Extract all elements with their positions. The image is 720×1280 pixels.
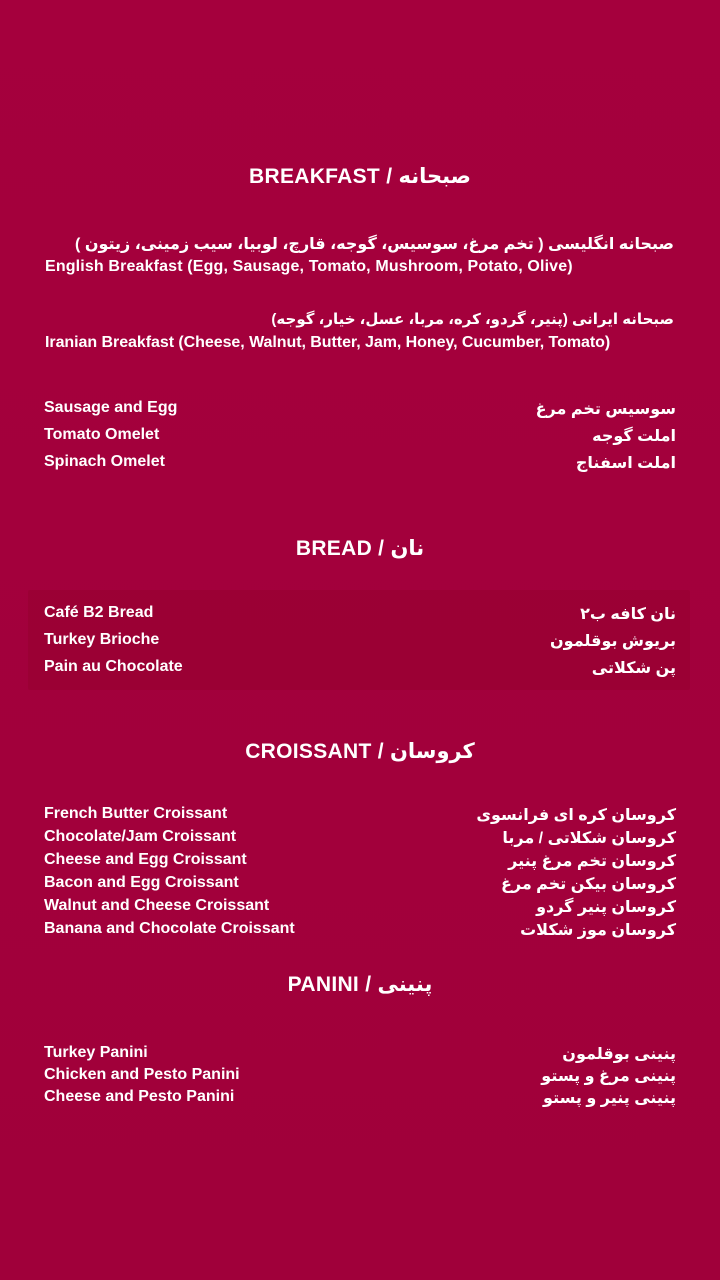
item-name-en: Banana and Chocolate Croissant [44,920,295,937]
menu-item [44,399,676,422]
breakfast-title: BREAKFAST / صبحانه [249,165,471,188]
item-name-fa: کروسان تخم مرغ پنیر [508,853,676,870]
item-name-en: Walnut and Cheese Croissant [44,897,270,914]
item-name-en: Cheese and Egg Croissant [44,851,247,868]
menu-item [44,920,676,943]
menu-item [44,1066,676,1089]
item-name-fa: کروسان موز شکلات [520,922,676,939]
item-name-fa: کروسان پنیر گردو [536,899,676,916]
iranian-breakfast-fa: صبحانه ایرانی (پنیر، گردو، کره، مربا، عسل، خیار، گوجه) [271,311,674,328]
english-breakfast-fa: صبحانه انگلیسی ( تخم مرغ، سوسیس، گوجه، قارچ، لوبیا، سیب زمینی، زیتون ) [75,236,674,253]
item-name-fa: املت گوجه [592,428,676,445]
item-name-fa: املت اسفناج [575,455,676,472]
menu-item [44,1088,676,1111]
item-name-en: Café B2 Bread [44,604,154,621]
item-name-en: French Butter Croissant [44,805,228,822]
item-name-fa: سوسیس تخم مرغ [535,401,676,418]
item-name-en: Pain au Chocolate [44,658,183,675]
item-name-en: Sausage and Egg [44,399,178,416]
item-name-en: Spinach Omelet [44,453,165,470]
item-name-fa: پن شکلاتی [591,660,676,677]
bread-title: BREAD / نان [295,537,425,560]
menu-item [44,631,676,654]
item-name-en: Cheese and Pesto Panini [44,1088,235,1105]
menu-item [44,658,676,681]
item-name-fa: بریوش بوقلمون [550,633,676,650]
item-name-en: Turkey Brioche [44,631,160,648]
english-breakfast-en: English Breakfast (Egg, Sausage, Tomato, Mushroom, Potato, Olive) [45,258,573,275]
menu-item [44,604,676,627]
menu-item [44,897,676,920]
iranian-breakfast-en: Iranian Breakfast (Cheese, Walnut, Butter, Jam, Honey, Cucumber, Tomato) [45,334,611,351]
item-name-fa: کروسان کره ای فرانسوی [476,807,676,824]
panini-title: PANINI / پنینی [287,973,433,996]
menu-item [44,874,676,897]
item-name-en: Tomato Omelet [44,426,160,443]
menu-item [44,851,676,874]
item-name-fa: کروسان بیکن تخم مرغ [500,876,676,893]
menu-item [44,1044,676,1067]
item-name-en: Turkey Panini [44,1044,148,1061]
croissant-title: CROISSANT / کروسان [245,740,475,763]
item-name-en: Chicken and Pesto Panini [44,1066,240,1083]
item-name-fa: پنینی بوقلمون [562,1046,676,1063]
item-name-en: Chocolate/Jam Croissant [44,828,237,845]
menu-item [44,426,676,449]
item-name-en: Bacon and Egg Croissant [44,874,239,891]
menu-item [44,805,676,828]
item-name-fa: نان کافه ب۲ [580,606,676,623]
menu-item [44,828,676,851]
item-name-fa: کروسان شکلاتی / مربا [502,830,676,847]
item-name-fa: پنینی پنیر و پستو [543,1090,676,1107]
item-name-fa: پنینی مرغ و پستو [541,1068,676,1085]
menu-item [44,453,676,476]
